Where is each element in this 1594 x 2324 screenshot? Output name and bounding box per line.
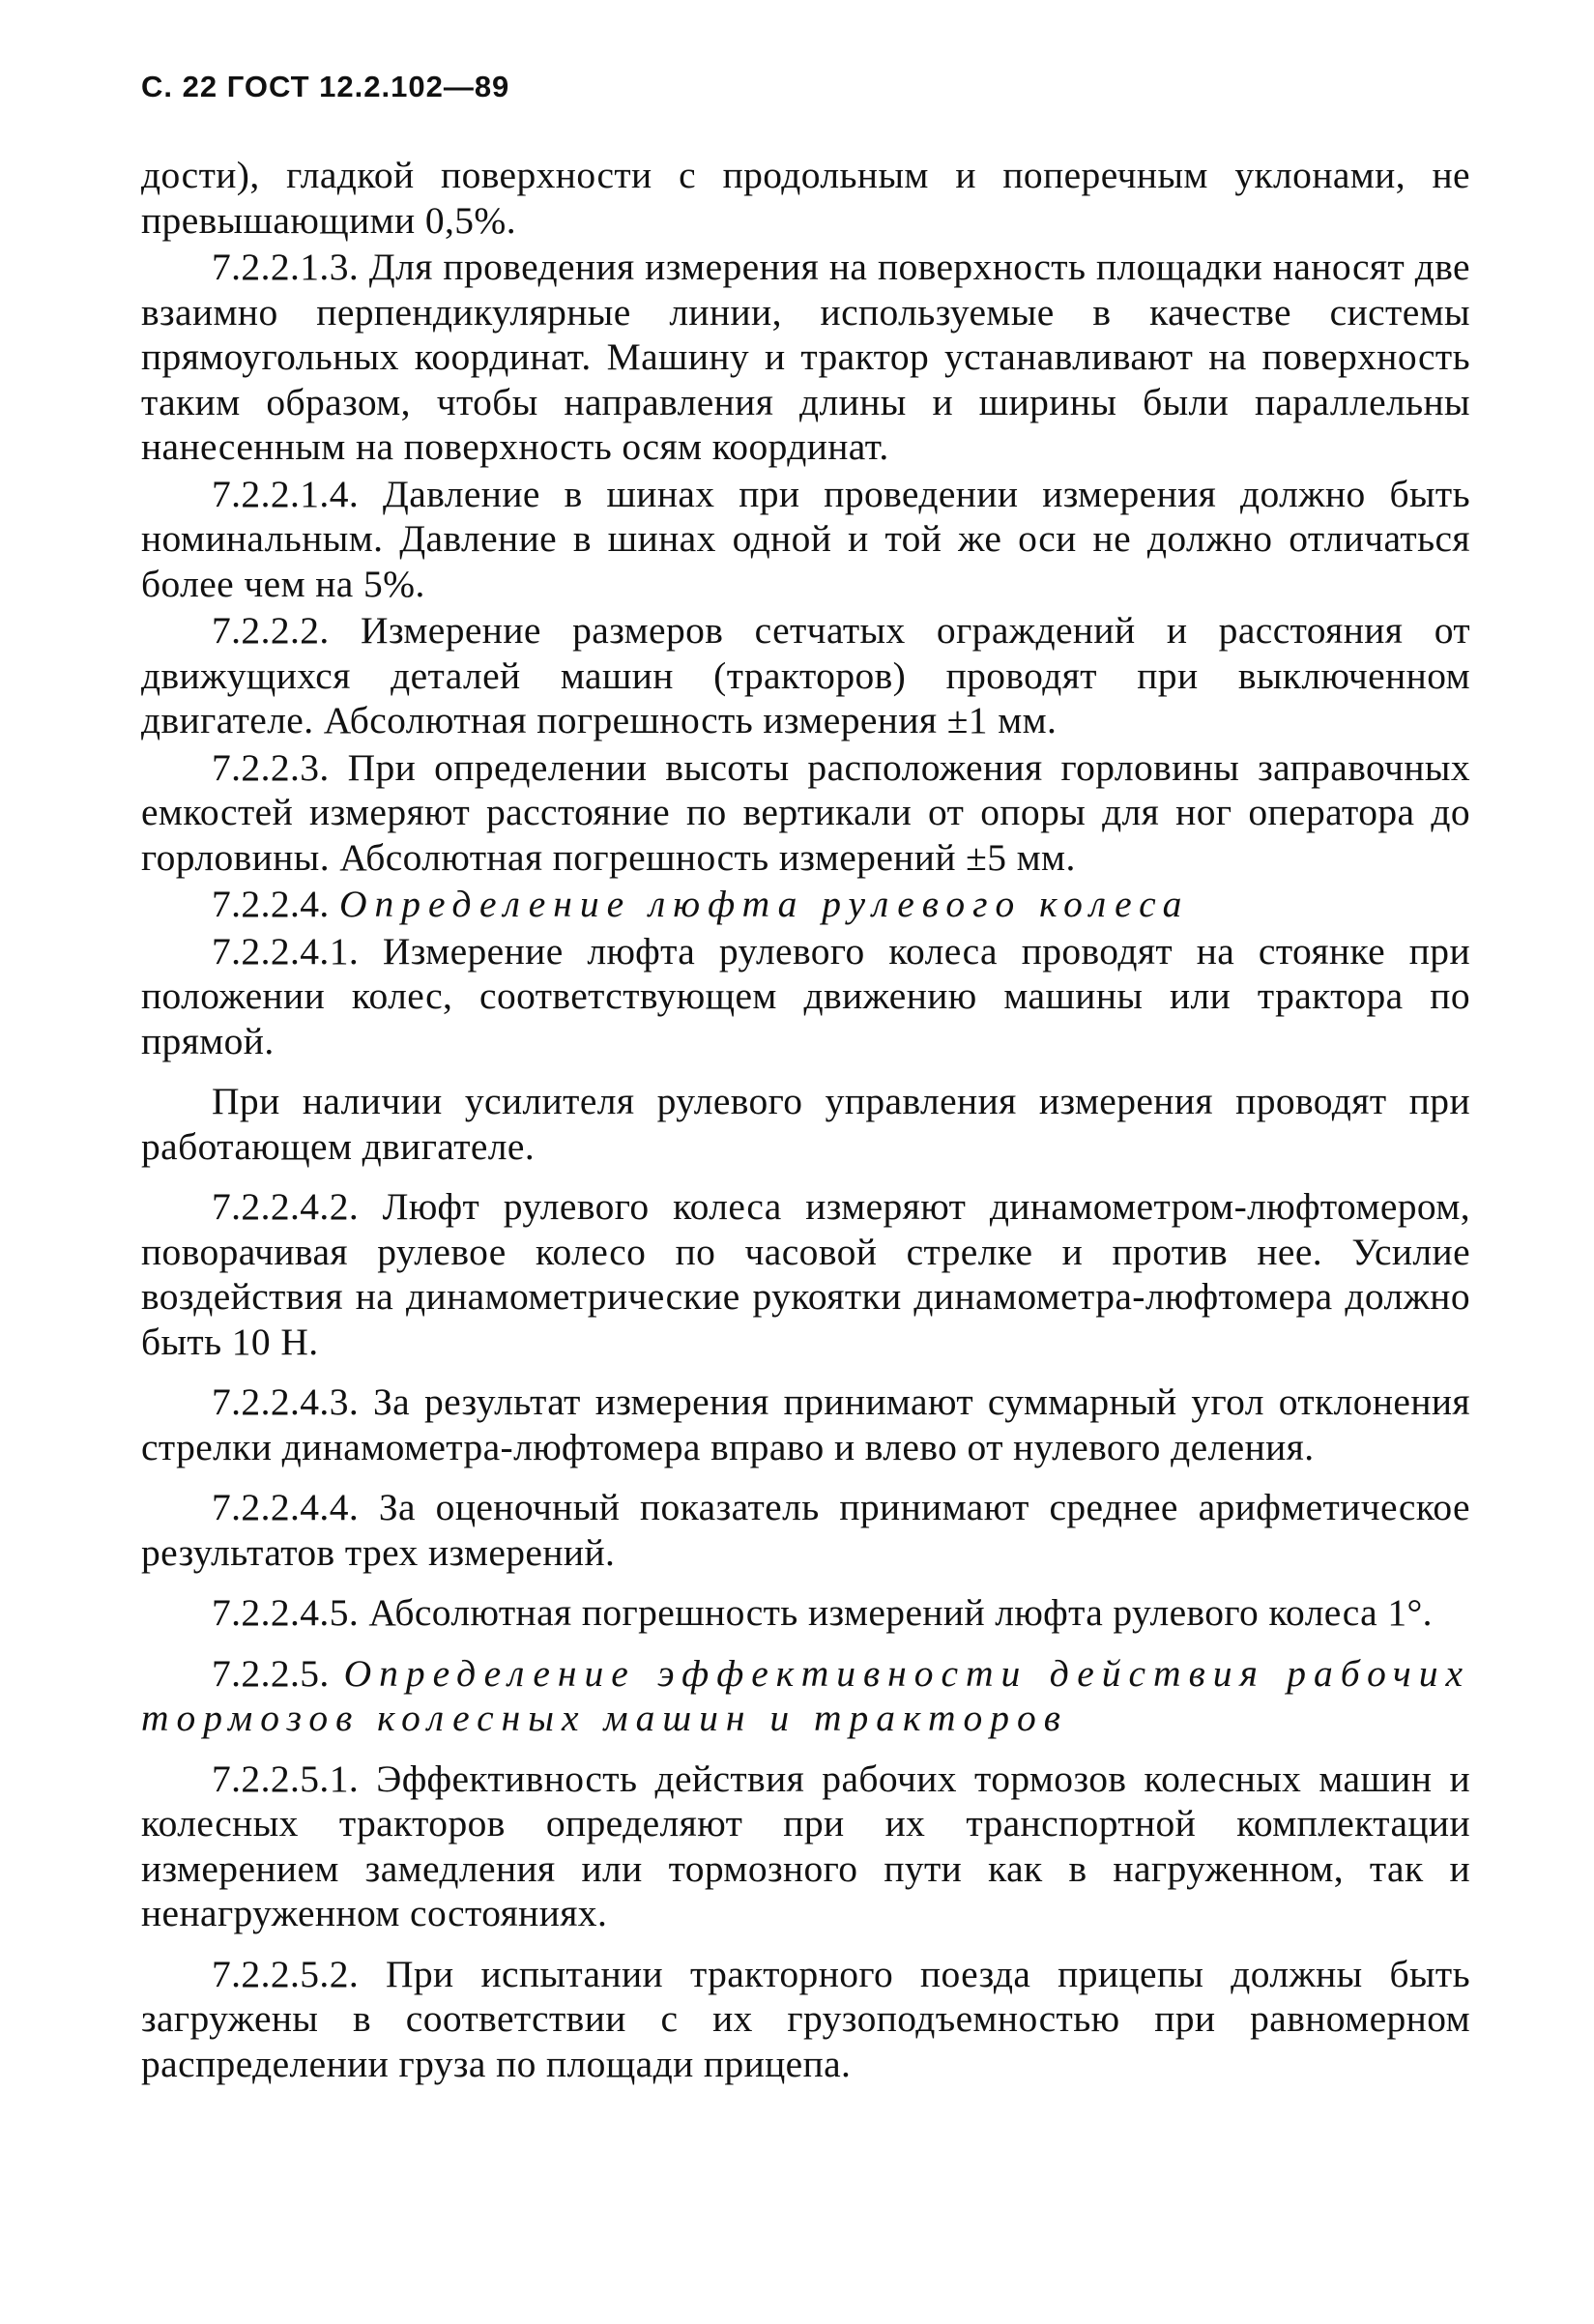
section-heading-title: Определение люфта рулевого колеса [338,883,1190,925]
paragraph-power-steering-note: При наличии усилителя рулевого управления измерения проводят при работающем двигателе. [141,1080,1470,1168]
section-heading-7-2-2-5 [141,1651,1470,1741]
paragraph-7-2-2-4-4: 7.2.2.4.4. За оценочный показатель принимают среднее арифметическое результатов трех измерений. [141,1486,1470,1574]
paragraph-7-2-2-3: 7.2.2.3. При определении высоты расположения горловины заправочных емкостей измеряют расстояние по вертикали от опоры для ног оператора до горловины. Абсолютная погрешность измерений ±5 мм. [141,745,1470,879]
section-heading-title: Определение эффективности действия рабочих тормозов колесных машин и тракторов [141,1651,1470,1739]
paragraph-7-2-2-4-5: 7.2.2.4.5. Абсолютная погрешность измерений люфта рулевого колеса 1°. [212,1591,1433,1634]
section-heading-number: 7.2.2.4. [212,883,330,925]
paragraph-7-2-2-5-1: 7.2.2.5.1. Эффективность действия рабочих тормозов колесных машин и колесных тракторов определяют при их транспортной комплектации измерением замедления или тормозного пути как в нагруженном, так и ненагруженном состояниях. [141,1757,1470,1934]
body-text [141,153,1470,2088]
section-heading-number: 7.2.2.5. [212,1651,330,1695]
paragraph-7-2-2-4-2: 7.2.2.4.2. Люфт рулевого колеса измеряют динамометром-люфтомером, поворачивая рулевое колесо по часовой стрелке и против нее. Усилие воздействия на динамометрические рукоятки динамометра-люфтомера должно быть 10 Н. [141,1185,1470,1363]
paragraph-7-2-2-5-2: 7.2.2.5.2. При испытании тракторного поезда прицепы должны быть загружены в соответствии с их грузоподъемностью при равномерном распределении груза по площади прицепа. [141,1952,1470,2085]
paragraph-7-2-2-4-3: 7.2.2.4.3. За результат измерения принимают суммарный угол отклонения стрелки динамометра-люфтомера вправо и влево от нулевого деления. [141,1380,1470,1468]
paragraph-7-2-2-4-1: 7.2.2.4.1. Измерение люфта рулевого колеса проводят на стоянке при положении колес, соответствующем движению машины или трактора по прямой. [141,929,1470,1062]
section-heading-7-2-2-4 [141,882,1470,927]
paragraph-7-2-2-2: 7.2.2.2. Измерение размеров сетчатых ограждений и расстояния от движущихся деталей машин (тракторов) проводят при выключенном двигателе. Абсолютная погрешность измерения ±1 мм. [141,609,1470,741]
running-header: С. 22 ГОСТ 12.2.102—89 [141,70,510,103]
paragraph-continuation: дости), гладкой поверхности с продольным и поперечным уклонами, не превышающими 0,5%. [141,154,1470,242]
paragraph-7-2-2-1-4: 7.2.2.1.4. Давление в шинах при проведении измерения должно быть номинальным. Давление в шинах одной и той же оси не должно отличаться более чем на 5%. [141,472,1470,605]
paragraph-7-2-2-1-3: 7.2.2.1.3. Для проведения измерения на поверхность площадки наносят две взаимно перпендикулярные линии, используемые в качестве системы прямоугольных координат. Машину и трактор устанавливают на поверхность таким образом, чтобы направления длины и ширины были параллельны нанесенным на поверхность осям координат. [141,246,1470,468]
